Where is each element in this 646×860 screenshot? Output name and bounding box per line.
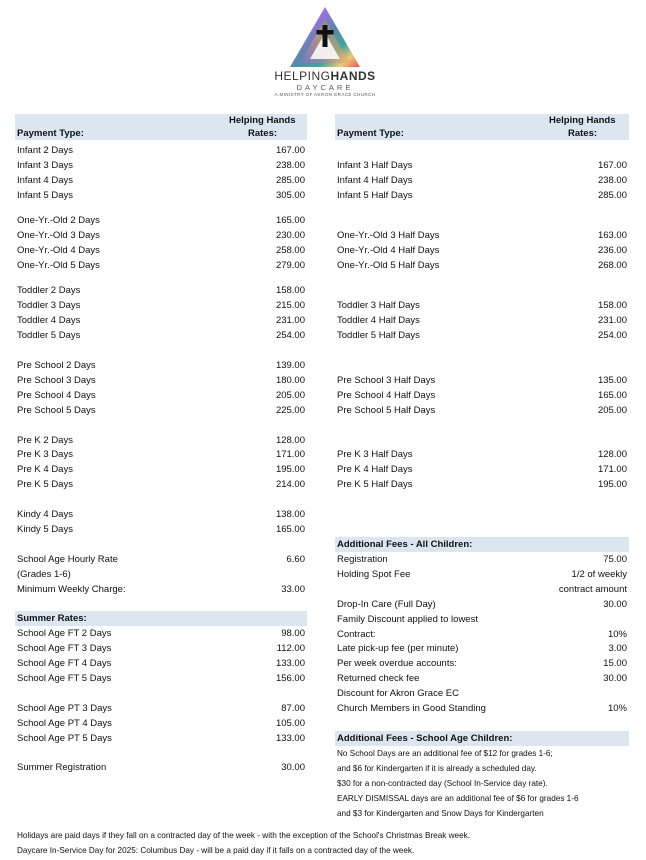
- footer-holidays-note: Holidays are paid days if they fall on a contracted day of the week - with the exception of the School's Christmas Break week.: [17, 831, 471, 840]
- row-value: 205.00: [275, 390, 305, 401]
- rate-row: [335, 641, 629, 656]
- row-label: Additional Fees - School Age Children:: [337, 733, 513, 744]
- row-value: 171.00: [597, 464, 627, 475]
- row-label: School Age FT 5 Days: [17, 673, 112, 684]
- row-value: 163.00: [597, 230, 627, 241]
- rate-row: [335, 188, 629, 203]
- row-value: 214.00: [275, 479, 305, 490]
- row-label: Toddler 3 Days: [17, 300, 81, 311]
- rate-row: [15, 760, 307, 775]
- row-value: 6.60: [286, 554, 305, 565]
- row-value: 285.00: [597, 190, 627, 201]
- rate-row: [15, 641, 307, 656]
- row-value: 238.00: [275, 160, 305, 171]
- rate-row: [15, 403, 307, 418]
- row-label: School Age PT 3 Days: [17, 703, 112, 714]
- row-value: 171.00: [275, 449, 305, 460]
- row-label: Summer Registration: [17, 762, 107, 773]
- rate-row: [15, 283, 307, 298]
- row-label: School Age FT 2 Days: [17, 628, 112, 639]
- note-line: and $3 for Kindergarten and Snow Days for Kindergarten: [337, 809, 544, 818]
- note-line: No School Days are an additional fee of $12 for grades 1-6;: [337, 749, 553, 758]
- right-table-header: [335, 114, 629, 140]
- rate-row: [15, 567, 307, 582]
- brand-subtitle: DAYCARE: [296, 83, 354, 92]
- note-line: EARLY DISMISSAL days are an additional fee of $6 for grades 1-6: [337, 794, 579, 803]
- row-label: Drop-In Care (Full Day): [337, 599, 436, 610]
- row-value: 167.00: [597, 160, 627, 171]
- row-label: Pre K 3 Half Days: [337, 449, 413, 460]
- row-value: 165.00: [275, 215, 305, 226]
- row-label: Pre School 5 Half Days: [337, 405, 436, 416]
- row-label: Toddler 3 Half Days: [337, 300, 420, 311]
- rate-row: [15, 243, 307, 258]
- rate-row: [15, 701, 307, 716]
- rate-row: [15, 388, 307, 403]
- section-heading: [335, 731, 629, 746]
- row-value: 10%: [607, 629, 627, 640]
- row-value: 75.00: [603, 554, 627, 565]
- row-label: Pre K 4 Days: [17, 464, 73, 475]
- note-line: and $6 for Kindergarten if it is already a scheduled day.: [337, 764, 537, 773]
- rate-row: [335, 173, 629, 188]
- row-value: 305.00: [275, 190, 305, 201]
- row-value: 238.00: [597, 175, 627, 186]
- rate-row: [15, 462, 307, 477]
- row-label: Church Members in Good Standing: [337, 703, 486, 714]
- rate-row: [15, 552, 307, 567]
- row-value: 195.00: [275, 464, 305, 475]
- logo: [268, 5, 382, 98]
- row-value: 215.00: [275, 300, 305, 311]
- row-value: 135.00: [597, 375, 627, 386]
- row-label: One-Yr.-Old 3 Half Days: [337, 230, 440, 241]
- rate-row: [15, 716, 307, 731]
- payment-type-heading: Payment Type:: [337, 128, 404, 139]
- row-label: Pre K 2 Days: [17, 435, 73, 446]
- row-label: Pre School 5 Days: [17, 405, 96, 416]
- row-label: Toddler 5 Half Days: [337, 330, 420, 341]
- row-value: 254.00: [597, 330, 627, 341]
- rate-row: [335, 228, 629, 243]
- rate-row: [335, 403, 629, 418]
- rate-row: [15, 582, 307, 597]
- row-label: Pre School 3 Half Days: [337, 375, 436, 386]
- row-value: 156.00: [275, 673, 305, 684]
- row-label: Contract:: [337, 629, 376, 640]
- row-label: Toddler 2 Days: [17, 285, 81, 296]
- row-value: 285.00: [275, 175, 305, 186]
- helping-hands-heading: Helping Hands: [229, 115, 296, 126]
- rates-heading: Rates:: [568, 128, 598, 139]
- row-value: 258.00: [275, 245, 305, 256]
- row-value: 138.00: [275, 509, 305, 520]
- rate-row: [335, 388, 629, 403]
- rate-row: [15, 143, 307, 158]
- row-value: 167.00: [275, 145, 305, 156]
- row-value: 230.00: [275, 230, 305, 241]
- row-label: Summer Rates:: [17, 613, 87, 624]
- row-value: 236.00: [597, 245, 627, 256]
- row-label: School Age PT 5 Days: [17, 733, 112, 744]
- row-label: One-Yr.-Old 3 Days: [17, 230, 100, 241]
- rate-row: [15, 731, 307, 746]
- rate-row: [335, 671, 629, 686]
- row-value: 165.00: [597, 390, 627, 401]
- rate-row: [335, 627, 629, 642]
- footer-inservice-note: Daycare In-Service Day for 2025: Columbus Day - will be a paid day if it falls on a contracted day of the week.: [17, 846, 415, 855]
- row-label: Pre K 5 Days: [17, 479, 73, 490]
- row-label: School Age FT 4 Days: [17, 658, 112, 669]
- row-value: 231.00: [275, 315, 305, 326]
- rate-row: [15, 258, 307, 273]
- row-value: 268.00: [597, 260, 627, 271]
- rate-row: [15, 158, 307, 173]
- row-value: 231.00: [597, 315, 627, 326]
- row-label: One-Yr.-Old 4 Days: [17, 245, 100, 256]
- rate-row: [335, 552, 629, 567]
- section-heading: [335, 537, 629, 552]
- rate-row: [335, 243, 629, 258]
- row-label: School Age PT 4 Days: [17, 718, 112, 729]
- row-value: 158.00: [275, 285, 305, 296]
- rate-row: [335, 582, 629, 597]
- row-label: School Age FT 3 Days: [17, 643, 112, 654]
- rate-row: [15, 373, 307, 388]
- row-label: School Age Hourly Rate: [17, 554, 118, 565]
- rate-row: [15, 213, 307, 228]
- rate-row: [335, 686, 629, 701]
- rate-row: [15, 447, 307, 462]
- row-value: contract amount: [558, 584, 627, 595]
- rate-row: [335, 567, 629, 582]
- brand-name: HELPINGHANDS: [274, 69, 376, 83]
- row-label: Pre K 5 Half Days: [337, 479, 413, 490]
- row-value: 33.00: [281, 584, 305, 595]
- row-value: 279.00: [275, 260, 305, 271]
- row-label: [335, 584, 337, 595]
- row-value: 3.00: [608, 643, 627, 654]
- row-value: 30.00: [603, 599, 627, 610]
- rate-row: [335, 158, 629, 173]
- rate-row: [335, 447, 629, 462]
- row-value: 112.00: [276, 643, 305, 654]
- row-value: 195.00: [597, 479, 627, 490]
- left-table-header: [15, 114, 307, 140]
- rate-row: [15, 298, 307, 313]
- row-label: Discount for Akron Grace EC: [337, 688, 459, 699]
- rate-row: [15, 313, 307, 328]
- row-label: Pre School 3 Days: [17, 375, 96, 386]
- row-value: 180.00: [275, 375, 305, 386]
- rate-row: [15, 626, 307, 641]
- row-label: One-Yr.-Old 5 Half Days: [337, 260, 440, 271]
- row-value: 128.00: [275, 435, 305, 446]
- payment-type-heading: Payment Type:: [17, 128, 84, 139]
- row-value: 133.00: [275, 658, 305, 669]
- helping-hands-heading: Helping Hands: [549, 115, 616, 126]
- row-label: Pre K 4 Half Days: [337, 464, 413, 475]
- rate-row: [335, 313, 629, 328]
- row-label: Kindy 5 Days: [17, 524, 73, 535]
- rate-row: [335, 597, 629, 612]
- row-label: Infant 4 Half Days: [337, 175, 413, 186]
- rate-row: [335, 462, 629, 477]
- rate-row: [15, 188, 307, 203]
- rate-row: [15, 328, 307, 343]
- rate-row: [15, 173, 307, 188]
- rate-row: [15, 507, 307, 522]
- row-value: 133.00: [275, 733, 305, 744]
- row-value: 128.00: [597, 449, 627, 460]
- row-label: Toddler 5 Days: [17, 330, 81, 341]
- row-label: Infant 3 Half Days: [337, 160, 413, 171]
- rate-row: [335, 612, 629, 627]
- row-value: 225.00: [275, 405, 305, 416]
- row-value: 1/2 of weekly: [571, 569, 627, 580]
- rate-row: [335, 656, 629, 671]
- row-label: (Grades 1-6): [17, 569, 71, 580]
- row-label: Toddler 4 Half Days: [337, 315, 420, 326]
- row-value: 139.00: [275, 360, 305, 371]
- row-label: Kindy 4 Days: [17, 509, 73, 520]
- row-label: One-Yr.-Old 2 Days: [17, 215, 100, 226]
- brand-tagline: A MINISTRY OF AKRON GRACE CHURCH: [274, 92, 376, 97]
- rate-row: [15, 228, 307, 243]
- rates-heading: Rates:: [248, 128, 278, 139]
- row-value: 30.00: [603, 673, 627, 684]
- row-label: One-Yr.-Old 5 Days: [17, 260, 100, 271]
- row-value: 30.00: [281, 762, 305, 773]
- row-label: Infant 5 Half Days: [337, 190, 413, 201]
- rate-row: [15, 358, 307, 373]
- rate-row: [335, 373, 629, 388]
- row-value: 105.00: [275, 718, 305, 729]
- row-label: Toddler 4 Days: [17, 315, 81, 326]
- rate-row: [15, 477, 307, 492]
- row-label: Minimum Weekly Charge:: [17, 584, 126, 595]
- row-value: 87.00: [281, 703, 305, 714]
- section-heading: [15, 611, 307, 626]
- row-value: 165.00: [275, 524, 305, 535]
- row-value: 158.00: [597, 300, 627, 311]
- row-label: Pre School 4 Days: [17, 390, 96, 401]
- rate-row: [15, 433, 307, 448]
- row-label: Pre K 3 Days: [17, 449, 73, 460]
- rate-row: [335, 328, 629, 343]
- rate-row: [335, 701, 629, 716]
- rate-row: [335, 477, 629, 492]
- row-value: 254.00: [275, 330, 305, 341]
- row-label: Infant 2 Days: [17, 145, 73, 156]
- note-line: $30 for a non-contracted day (School In-Service day rate).: [337, 779, 548, 788]
- row-label: Additional Fees - All Children:: [337, 539, 473, 550]
- row-label: Infant 5 Days: [17, 190, 73, 201]
- row-value: 10%: [607, 703, 627, 714]
- rate-row: [335, 298, 629, 313]
- logo-triangle: [288, 5, 362, 69]
- row-label: Per week overdue accounts:: [337, 658, 457, 669]
- row-value: 98.00: [281, 628, 305, 639]
- row-label: Pre School 2 Days: [17, 360, 96, 371]
- row-value: 205.00: [597, 405, 627, 416]
- row-label: Holding Spot Fee: [337, 569, 411, 580]
- row-value: 15.00: [603, 658, 627, 669]
- row-label: Infant 4 Days: [17, 175, 73, 186]
- row-label: Returned check fee: [337, 673, 420, 684]
- rate-row: [15, 671, 307, 686]
- rate-row: [335, 258, 629, 273]
- row-label: Registration: [337, 554, 388, 565]
- row-label: One-Yr.-Old 4 Half Days: [337, 245, 440, 256]
- rate-row: [15, 656, 307, 671]
- row-label: Pre School 4 Half Days: [337, 390, 436, 401]
- row-label: Late pick-up fee (per minute): [337, 643, 459, 654]
- row-label: Infant 3 Days: [17, 160, 73, 171]
- rate-row: [15, 522, 307, 537]
- row-label: Family Discount applied to lowest: [337, 614, 478, 625]
